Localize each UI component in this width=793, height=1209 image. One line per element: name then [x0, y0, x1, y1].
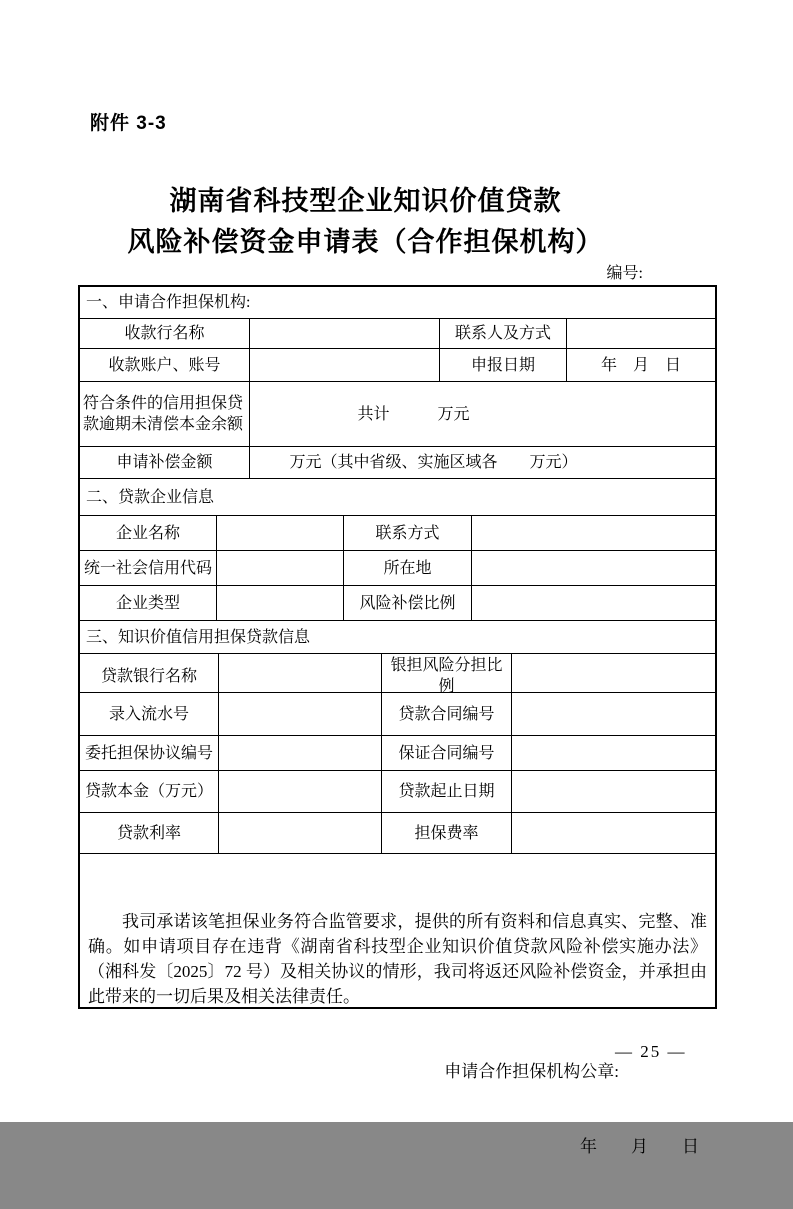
company-type-label: 企业类型	[80, 586, 217, 620]
table-row	[80, 736, 715, 771]
loan-principal-input[interactable]	[219, 771, 382, 812]
compensation-amount-label: 申请补偿金额	[80, 447, 250, 478]
company-name-label: 企业名称	[80, 516, 217, 550]
guarantee-fee-label: 担保费率	[382, 813, 512, 853]
table-row	[80, 447, 715, 479]
section2-header-row	[80, 479, 715, 516]
risk-ratio-input[interactable]	[472, 586, 715, 620]
loan-rate-input[interactable]	[219, 813, 382, 853]
payee-bank-input[interactable]	[250, 319, 440, 348]
loan-period-input[interactable]	[512, 771, 715, 812]
loan-principal-label: 贷款本金（万元）	[80, 771, 219, 812]
risk-ratio-label: 风险补偿比例	[344, 586, 472, 620]
section1-title: 一、申请合作担保机构:	[86, 294, 251, 311]
company-contact-input[interactable]	[472, 516, 715, 550]
contact-person-label: 联系人及方式	[440, 319, 567, 348]
company-type-input[interactable]	[217, 586, 344, 620]
uscc-input[interactable]	[217, 551, 344, 585]
table-row	[80, 654, 715, 693]
commitment-row	[80, 854, 715, 1156]
signature-date-line[interactable]: 年 月 日	[580, 1137, 699, 1156]
section3-title: 三、知识价值信用担保贷款信息	[86, 628, 311, 646]
table-row	[80, 382, 715, 447]
apply-date-input[interactable]: 年 月 日	[600, 356, 681, 374]
serial-number-label: 编号:	[606, 265, 643, 282]
company-contact-label: 联系方式	[344, 516, 472, 550]
section3-header-row	[80, 621, 715, 654]
contact-person-input[interactable]	[567, 319, 715, 348]
apply-date-label: 申报日期	[440, 349, 567, 381]
entrust-agreement-label: 委托担保协议编号	[80, 736, 219, 770]
guarantee-contract-input[interactable]	[512, 736, 715, 770]
loan-bank-input[interactable]	[219, 654, 382, 698]
loan-bank-label: 贷款银行名称	[80, 654, 219, 698]
form-title-line-2: 风险补偿资金申请表（合作担保机构）	[127, 227, 604, 257]
overdue-principal-label: 符合条件的信用担保贷款逾期未清偿本金余额	[80, 382, 250, 446]
table-row	[80, 516, 715, 551]
location-input[interactable]	[472, 551, 715, 585]
entrust-agreement-input[interactable]	[219, 736, 382, 770]
section2-title: 二、贷款企业信息	[86, 488, 215, 506]
table-row	[80, 771, 715, 813]
compensation-amount-input[interactable]: 万元（其中省级、实施区域各 万元）	[289, 454, 578, 471]
table-row	[80, 551, 715, 586]
overdue-principal-input[interactable]: 共计 万元	[357, 405, 470, 423]
loan-rate-label: 贷款利率	[80, 813, 219, 853]
entry-serial-input[interactable]	[219, 693, 382, 735]
guarantee-contract-label: 保证合同编号	[382, 736, 512, 770]
uscc-label: 统一社会信用代码	[80, 551, 217, 585]
commitment-cell	[80, 854, 715, 1209]
form-title	[0, 181, 731, 263]
attachment-label: 附件 3-3	[90, 113, 167, 134]
payee-account-input[interactable]	[250, 349, 440, 381]
table-row	[80, 349, 715, 382]
commitment-text: 我司承诺该笔担保业务符合监管要求，提供的所有资料和信息真实、完整、准确。如申请项目存在违背《湖南省科技型企业知识价值贷款风险补偿实施办法》（湘科发〔2025〕72 号）及相关协议的情形，我司将返还风险补偿资金，并承担由此带来的一切后果及相关法律责任。	[88, 912, 707, 1006]
payee-bank-label: 收款行名称	[80, 319, 250, 348]
section1-header-row	[80, 287, 715, 319]
table-row	[80, 813, 715, 854]
table-row	[80, 319, 715, 349]
form-title-line-1: 湖南省科技型企业知识价值贷款	[169, 186, 562, 216]
loan-period-label: 贷款起止日期	[382, 771, 512, 812]
company-name-input[interactable]	[217, 516, 344, 550]
guarantee-fee-input[interactable]	[512, 813, 715, 853]
table-row	[80, 586, 715, 621]
entry-serial-label: 录入流水号	[80, 693, 219, 735]
loan-contract-input[interactable]	[512, 693, 715, 735]
location-label: 所在地	[344, 551, 472, 585]
seal-label: 申请合作担保机构公章:	[444, 1062, 619, 1081]
page-number: — 25 —	[615, 1042, 687, 1061]
share-ratio-label: 银担风险分担比例	[382, 654, 512, 698]
share-ratio-input[interactable]	[512, 654, 715, 698]
loan-contract-label: 贷款合同编号	[382, 693, 512, 735]
table-row	[80, 693, 715, 736]
application-form-table	[78, 285, 717, 1156]
payee-account-label: 收款账户、账号	[80, 349, 250, 381]
